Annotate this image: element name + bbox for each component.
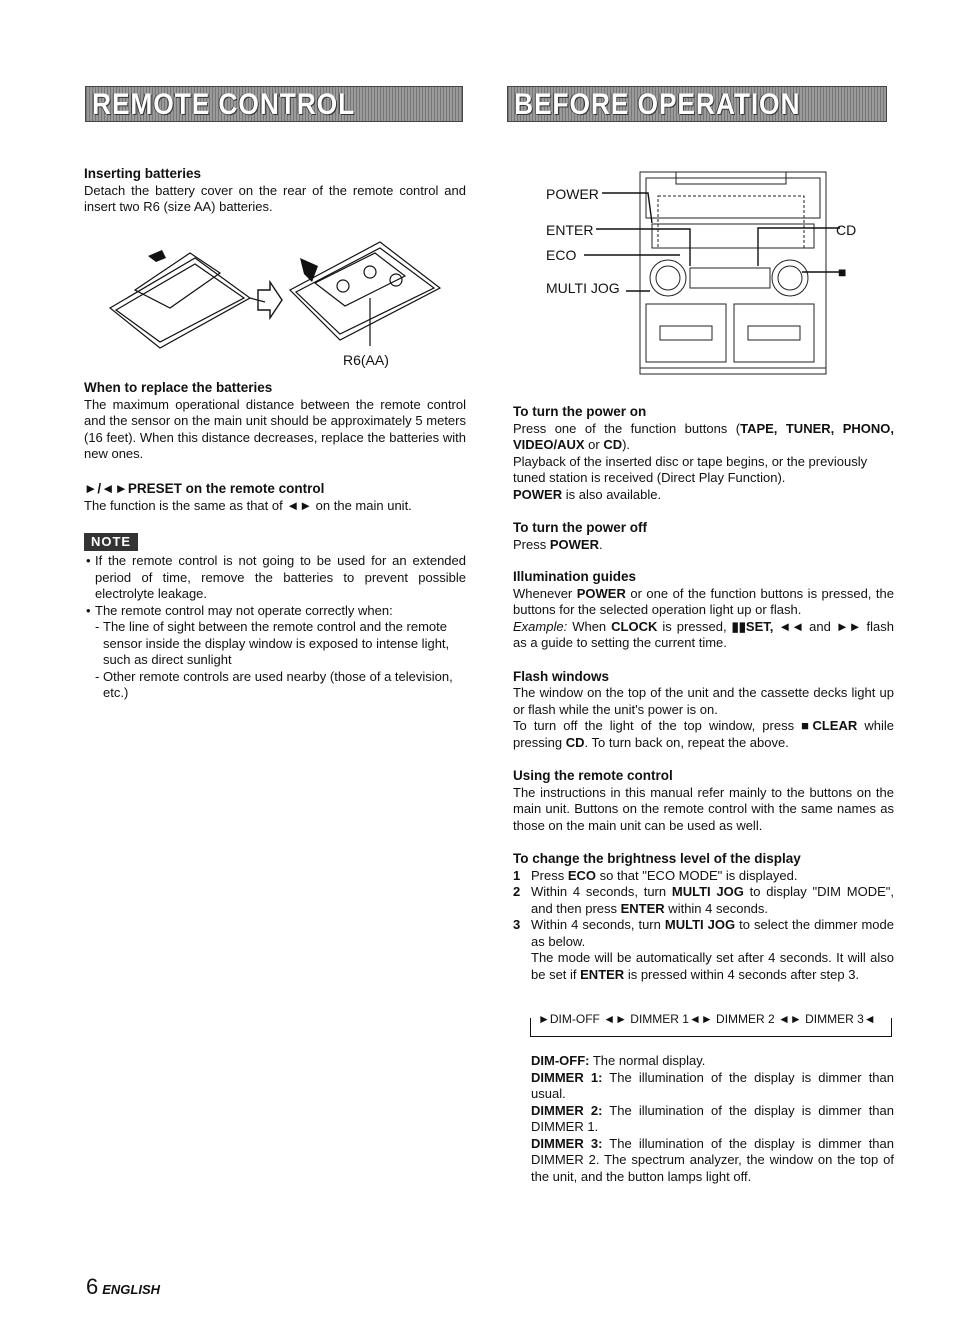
banner-remote-control (85, 86, 463, 122)
heading-preset: ►/◄►PRESET on the remote control (84, 481, 325, 496)
text-illumination: Whenever POWER or one of the function buttons is pressed, the buttons for the selected operation light up or flash. Example: When CLOCK is pressed, ▮▮SET, ◄◄ and ►► flash as a guide to setting the current time. (513, 585, 895, 650)
note-item: • The remote control may not operate correctly when: (86, 602, 393, 618)
section-preset (84, 481, 466, 514)
text-when-to-replace: The maximum operational distance between the remote control and the sensor on the main unit should be approximately 5 meters (16 feet). When this distance decreases, replace the batteries with new ones. (84, 396, 466, 461)
text-power-on-2: Playback of the inserted disc or tape begins, or the previously tuned station is received (Direct Play Function). (513, 453, 868, 485)
page-number: 6 (86, 1274, 99, 1299)
heading-when-to-replace: When to replace the batteries (84, 380, 273, 395)
text-flash-1: The window on the top of the unit and the cassette decks light up or flash while the unit's power is on. (513, 685, 894, 717)
cycle-text: ►DIM-OFF ◄► DIMMER 1◄► DIMMER 2 ◄► DIMMER 3◄ (538, 1012, 876, 1026)
right-column (513, 404, 894, 983)
label-enter: ENTER (546, 222, 594, 238)
heading-flash-windows: Flash windows (513, 668, 610, 684)
def-dimmer-1: DIMMER 1: The illumination of the display is dimmer than usual. (531, 1069, 895, 1101)
step-2: 2 Within 4 seconds, turn MULTI JOG to display "DIM MODE", and then press ENTER within 4 seconds. (513, 884, 894, 916)
text-power-on-3: POWER is also available. (513, 486, 662, 502)
note-subitem: - The line of sight between the remote control and the remote sensor inside the display window is exposed to intense light, such as direct sunlight (95, 619, 450, 667)
dimmer-mode-cycle (530, 1012, 892, 1040)
banner-before-operation (507, 86, 887, 122)
note-subitem: - Other remote controls are used nearby (those of a television, etc.) (95, 668, 453, 700)
banner-before-operation-text: BEFORE OPERATION (514, 88, 801, 121)
section-inserting-batteries (84, 166, 466, 216)
heading-illumination: Illumination guides (513, 569, 637, 584)
text-preset: The function is the same as that of ◄► on the main unit. (84, 497, 412, 513)
heading-inserting-batteries: Inserting batteries (84, 166, 202, 181)
heading-power-on: To turn the power on (513, 404, 647, 419)
step-3: 3 Within 4 seconds, turn MULTI JOG to select the dimmer mode as below. The mode will be automatically set after 4 seconds. It will also be set if ENTER is pressed within 4 seconds after step 3. (513, 917, 894, 982)
label-eco: ECO (546, 247, 577, 263)
label-cd: CD (836, 222, 857, 238)
note-badge: NOTE (84, 533, 138, 551)
note-item: • If the remote control is not going to be used for an extended period of time, remove the batteries to prevent possible electrolyte leakage. (86, 553, 466, 601)
text-inserting-batteries: Detach the battery cover on the rear of the remote control and insert two R6 (size AA) batteries. (84, 182, 466, 214)
section-notes (86, 553, 466, 702)
label-stop: ■ (838, 264, 847, 280)
banner-remote-control-text: REMOTE CONTROL (92, 88, 356, 121)
label-multi-jog: MULTI JOG (546, 280, 620, 296)
def-dimmer-3: DIMMER 3: The illumination of the display is dimmer than DIMMER 2. The spectrum analyzer, the window on the top of the unit, and the button lamps light off. (531, 1135, 895, 1184)
battery-label: R6(AA) (343, 352, 389, 368)
def-dim-off: DIM-OFF: The normal display. (531, 1053, 706, 1068)
step-1: 1 Press ECO so that "ECO MODE" is displayed. (513, 867, 798, 883)
text-power-off: Press POWER. (513, 536, 603, 552)
section-when-to-replace (84, 380, 466, 463)
def-dimmer-2: DIMMER 2: The illumination of the display is dimmer than DIMMER 1. (531, 1102, 895, 1134)
page-footer (86, 1274, 160, 1300)
heading-brightness: To change the brightness level of the display (513, 851, 801, 866)
heading-power-off: To turn the power off (513, 520, 647, 535)
text-using-remote: The instructions in this manual refer mainly to the buttons on the main unit. Buttons on the remote control with the same names as those on the main unit can be used as well. (513, 784, 894, 833)
text-flash-2: To turn off the light of the top window, press ■CLEAR while pressing CD. To turn back on, repeat the above. (513, 718, 894, 750)
language-label: ENGLISH (102, 1282, 161, 1297)
label-power: POWER (546, 186, 599, 202)
battery-illustration (100, 228, 450, 352)
text-power-on-1: Press one of the function buttons (TAPE, TUNER, PHONO, VIDEO/AUX or CD). (513, 420, 894, 452)
dimmer-definitions (513, 1053, 894, 1185)
heading-using-remote: Using the remote control (513, 768, 673, 783)
